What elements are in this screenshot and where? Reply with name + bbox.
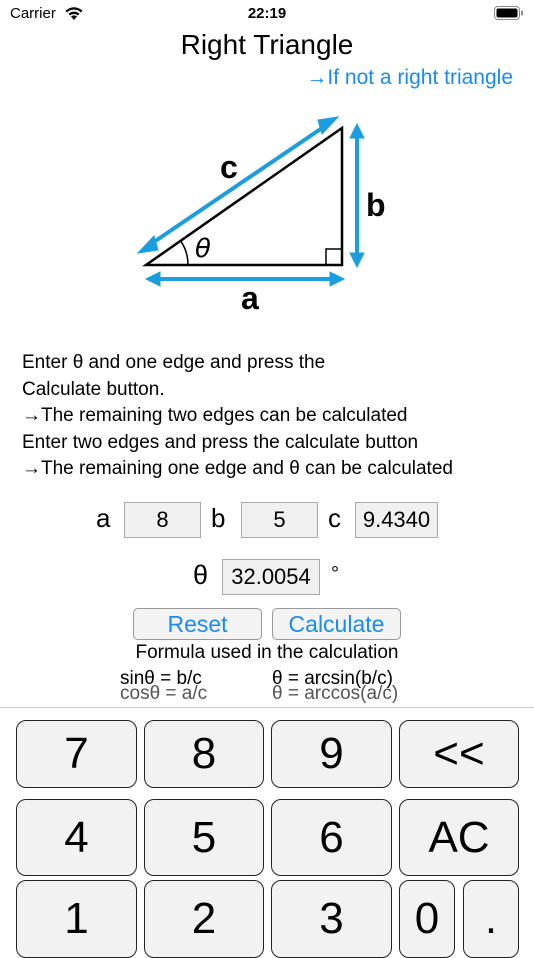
key-7[interactable]: 7 (16, 720, 137, 788)
right-angle-marker (326, 249, 342, 265)
instruction-line: Enter θ and one edge and press the (22, 352, 326, 373)
key-5[interactable]: 5 (144, 799, 264, 876)
theta-arc (180, 240, 188, 265)
keypad (0, 707, 534, 950)
edge-b-label: b (211, 503, 226, 533)
edge-c-field[interactable]: 9.4340 (355, 502, 438, 538)
formula-next-left: cosθ = a/c (120, 683, 208, 704)
formula-next-line (0, 683, 534, 707)
key-9[interactable]: 9 (271, 720, 392, 788)
triangle-shape (146, 128, 342, 265)
formula-right: θ = arcsin(b/c) (272, 668, 393, 689)
theta-input-row (0, 557, 534, 597)
instruction-line: →The remaining two edges can be calculated (22, 405, 408, 426)
decimal-key[interactable]: . (463, 880, 519, 958)
key-3[interactable]: 3 (271, 880, 392, 958)
backspace-key[interactable]: << (399, 720, 519, 788)
formula-next-right: θ = arccos(a/c) (272, 683, 399, 704)
clock: 22:19 (247, 5, 287, 22)
page-title: Right Triangle (180, 29, 354, 60)
formula-title: Formula used in the calculation (135, 642, 399, 663)
key-6[interactable]: 6 (271, 799, 392, 876)
label-b: b (366, 187, 386, 223)
reset-button[interactable]: Reset (133, 608, 262, 640)
key-4[interactable]: 4 (16, 799, 137, 876)
calculate-button[interactable]: Calculate (272, 608, 401, 640)
edge-a-label: a (96, 503, 111, 533)
instruction-line: →The remaining one edge and θ can be calculated (22, 458, 453, 479)
key-2[interactable]: 2 (144, 880, 264, 958)
battery-icon (494, 6, 524, 20)
edge-c-label: c (328, 503, 341, 533)
not-right-triangle-link[interactable]: →If not a right triangle (306, 66, 513, 89)
theta-field[interactable]: 32.0054 (222, 559, 320, 595)
instruction-line: Calculate button. (22, 378, 165, 400)
edge-b-field[interactable]: 5 (241, 502, 318, 538)
edge-input-row (0, 500, 534, 540)
arrow-b (350, 124, 364, 267)
degree-unit: ° (331, 563, 339, 585)
carrier-label: Carrier (10, 5, 56, 22)
formula-left: sinθ = b/c (120, 668, 202, 689)
arrow-c (138, 117, 338, 253)
triangle-diagram (120, 110, 400, 320)
theta-label: θ (193, 560, 209, 590)
label-c: c (220, 149, 238, 185)
clear-key[interactable]: AC (399, 799, 519, 876)
status-bar (0, 0, 534, 30)
key-1[interactable]: 1 (16, 880, 137, 958)
instruction-line: Enter two edges and press the calculate button (22, 431, 419, 453)
key-8[interactable]: 8 (144, 720, 264, 788)
label-theta: θ (195, 234, 211, 264)
instructions (22, 350, 532, 483)
key-0[interactable]: 0 (399, 880, 455, 958)
edge-a-field[interactable]: 8 (124, 502, 201, 538)
label-a: a (241, 280, 259, 316)
